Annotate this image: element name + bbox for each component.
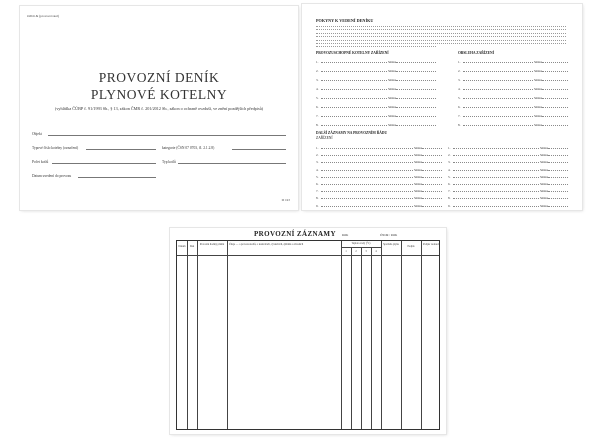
entry-number: 3. (316, 160, 319, 165)
entry-fill-line (453, 170, 539, 171)
field-boiler-type-label: Typ kotlů (162, 160, 176, 164)
section-other-records-heading: DALŠÍ ZÁZNAMY NA PROVOZNÍM ŘÁDU (316, 131, 388, 135)
entry-row (316, 76, 436, 82)
entry-row (448, 173, 568, 179)
entry-number: 9. (316, 203, 319, 208)
entry-number: 2. (316, 153, 319, 158)
entry-fill-line (453, 206, 539, 207)
table-col-divider (381, 241, 382, 429)
document-title-line1: PROVOZNÍ DENÍK (98, 70, 220, 85)
table-col-divider (341, 241, 342, 429)
entry-label: Směna (534, 114, 543, 118)
entry-row (448, 158, 568, 164)
entry-fill-line (321, 170, 413, 171)
entry-number: 2. (316, 69, 319, 73)
entry-row (316, 180, 442, 186)
entry-fill-line (396, 125, 436, 126)
entry-row (458, 94, 568, 100)
entry-number: 6. (458, 105, 461, 109)
field-object (32, 131, 286, 137)
field-type-label: Typové číslo kotelny (označení) (32, 146, 79, 150)
entry-row (448, 180, 568, 186)
entry-row (316, 67, 436, 73)
entry-number: 1. (448, 146, 451, 150)
entry-fill-line (422, 170, 442, 171)
entry-fill-line (463, 98, 533, 99)
entry-label: Směna (534, 87, 543, 91)
entry-fill-line (542, 71, 568, 72)
col-supervisor-header: Podpis vedoucí (423, 243, 439, 246)
entry-number: 7. (316, 114, 319, 118)
entry-fill-line (321, 98, 387, 99)
entry-row (316, 158, 442, 164)
records-title: PROVOZNÍ ZÁZNAMY (254, 230, 336, 238)
temp-subcol-2: 2 (355, 250, 357, 253)
entry-fill-line (453, 148, 539, 149)
entry-row (458, 112, 568, 118)
entry-fill-line (548, 177, 568, 178)
entry-fill-line (396, 107, 436, 108)
document-subtitle: (vyhláška ČÚBP č. 91/1993 Sb., § 13, zákon ČMR č. 201/2012 Sb., zákon o ochraně ovzduší, ve znění pozdějších předpisů) (54, 106, 264, 111)
entry-fill-line (548, 198, 568, 199)
field-boiler-type-line (178, 163, 286, 164)
entry-number: 2. (458, 69, 461, 73)
entry-row (316, 58, 436, 64)
entry-label: Směna (534, 96, 543, 100)
entry-fill-line (321, 71, 387, 72)
entry-fill-line (396, 71, 436, 72)
entry-number: 6. (316, 105, 319, 109)
entry-label: Směna (414, 146, 423, 150)
col-temp-header: Teplota vody (°C) (351, 242, 371, 245)
section-operator-heading: OBSLUHA ZAŘÍZENÍ (458, 51, 495, 55)
entry-label: Směna (540, 146, 549, 150)
entry-number: 4. (316, 87, 319, 91)
entry-number: 4. (316, 167, 319, 172)
entry-label: Směna (414, 167, 423, 172)
entry-row (458, 103, 568, 109)
entry-row (316, 151, 442, 157)
entry-number: 7. (316, 189, 319, 194)
entry-row (458, 67, 568, 73)
entry-fill-line (463, 80, 533, 81)
table-col-divider (187, 241, 188, 429)
paragraph-text-line (316, 40, 566, 41)
entry-fill-line (422, 184, 442, 185)
entry-number: 8. (316, 196, 319, 201)
entry-fill-line (463, 89, 533, 90)
temp-subcol-3: 3 (365, 250, 367, 253)
entry-row (458, 85, 568, 91)
entry-number: 3. (448, 160, 451, 165)
entry-number: 8. (316, 123, 319, 127)
entry-number: 8. (448, 196, 451, 201)
entry-fill-line (321, 107, 387, 108)
field-boiler-count-line (52, 163, 156, 164)
entry-fill-line (422, 162, 442, 163)
entry-label: Směna (388, 69, 397, 73)
entry-fill-line (548, 170, 568, 171)
entry-fill-line (548, 162, 568, 163)
table-col-divider (227, 241, 228, 429)
paragraph-text-line (316, 36, 566, 37)
entry-row (448, 194, 568, 200)
entry-row (316, 85, 436, 91)
entry-number: 9. (448, 203, 451, 208)
entry-fill-line (321, 206, 413, 207)
entry-fill-line (542, 98, 568, 99)
entry-label: Směna (388, 87, 397, 91)
entry-fill-line (396, 80, 436, 81)
entry-row (316, 187, 442, 193)
entry-label: Směna (540, 167, 549, 172)
entry-row (448, 166, 568, 172)
col-gas-header: Spotřeba plynu (383, 243, 399, 246)
entry-fill-line (463, 107, 533, 108)
entry-fill-line (453, 155, 539, 156)
entry-row (458, 76, 568, 82)
entry-fill-line (321, 80, 387, 81)
entry-label: Směna (388, 60, 397, 64)
entry-fill-line (463, 62, 533, 63)
paragraph-text-line (316, 26, 566, 27)
entry-row (316, 94, 436, 100)
entry-fill-line (422, 206, 442, 207)
entry-fill-line (321, 198, 413, 199)
entry-label: Směna (540, 182, 549, 186)
entry-number: 5. (316, 174, 319, 179)
entry-fill-line (453, 162, 539, 163)
entry-label: Směna (388, 105, 397, 109)
col-date-header: Datum (178, 245, 186, 248)
entry-fill-line (548, 184, 568, 185)
entry-label: Směna (534, 123, 543, 127)
field-commission-date-label: Datum uvedení do provozu (32, 174, 72, 178)
temp-subcol-4: 4 (375, 250, 377, 253)
entry-fill-line (422, 191, 442, 192)
entry-number: 5. (316, 96, 319, 100)
entry-number: 7. (448, 189, 451, 194)
entry-fill-line (542, 125, 568, 126)
entry-fill-line (321, 116, 387, 117)
entry-fill-line (321, 162, 413, 163)
entry-row (316, 121, 436, 127)
temp-subcol-1: 1 (345, 250, 347, 253)
paragraph-text-line (316, 29, 566, 30)
document-title-line2: PLYNOVÉ KOTELNY (90, 87, 228, 102)
entry-fill-line (321, 89, 387, 90)
field-type-line (86, 149, 156, 150)
entry-label: Směna (414, 174, 423, 179)
field-boiler-count-label: Počet kotlů (32, 160, 49, 164)
field-category-label: kategorie (ČSN 07 0703, čl. 2.1.2.8) (162, 146, 215, 150)
field-commission-date-line (78, 177, 156, 178)
entry-fill-line (542, 116, 568, 117)
entry-number: 3. (458, 78, 461, 82)
entry-fill-line (422, 177, 442, 178)
entry-row (448, 144, 568, 150)
entry-fill-line (396, 98, 436, 99)
entry-fill-line (321, 184, 413, 185)
entry-number: 3. (316, 78, 319, 82)
publisher-label: Odbit & (provozovatel) (27, 14, 60, 18)
entry-fill-line (422, 155, 442, 156)
entry-number: 6. (448, 182, 451, 186)
entry-fill-line (422, 198, 442, 199)
records-table (176, 240, 440, 430)
section-other-records-sub: ZAŘÍZENÍ (316, 136, 333, 140)
entry-fill-line (396, 116, 436, 117)
entry-number: 4. (458, 87, 461, 91)
field-commission-date (32, 173, 286, 179)
entry-fill-line (453, 198, 539, 199)
entry-fill-line (542, 89, 568, 90)
entry-row (458, 58, 568, 64)
entry-number: 5. (448, 174, 451, 179)
records-year-label: ROK (342, 233, 349, 237)
table-subcol-divider (351, 247, 352, 429)
entry-label: Směna (534, 105, 543, 109)
entry-row (448, 187, 568, 193)
entry-label: Směna (540, 153, 549, 158)
table-subcol-divider (361, 247, 362, 429)
entry-label: Směna (414, 196, 423, 201)
entry-label: Směna (414, 160, 423, 165)
col-day-header: Den (189, 245, 195, 248)
field-category-line (232, 149, 286, 150)
entry-label: Směna (540, 174, 549, 179)
records-page (170, 228, 446, 434)
entry-fill-line (548, 155, 568, 156)
entry-fill-line (453, 191, 539, 192)
entry-label: Směna (414, 189, 423, 194)
entry-row (316, 194, 442, 200)
records-month-label: ÚNOR / ROK (380, 233, 398, 237)
entry-label: Směna (388, 96, 397, 100)
field-type (32, 145, 286, 151)
temp-subheader-line (341, 247, 381, 248)
col-notes-header: Údaje — o provozu kotlů, o kontrolách, výsledcích, zjištění a závadách (229, 243, 304, 246)
entry-label: Směna (414, 203, 423, 208)
entry-number: 8. (458, 123, 461, 127)
entry-label: Směna (534, 69, 543, 73)
entry-number: 1. (316, 60, 319, 64)
entry-number: 4. (448, 167, 451, 172)
entry-label: Směna (534, 78, 543, 82)
entry-number: 6. (316, 182, 319, 186)
col-signature-header: Podpis (407, 245, 415, 248)
field-object-label: Objekt (32, 132, 42, 136)
entry-fill-line (396, 62, 436, 63)
entry-fill-line (463, 116, 533, 117)
entry-label: Směna (414, 153, 423, 158)
entry-label: Směna (540, 203, 549, 208)
entry-row (316, 173, 442, 179)
paragraph-text-line (316, 33, 566, 34)
entry-number: 2. (448, 153, 451, 158)
paragraph-text-line (316, 43, 566, 44)
entry-label: Směna (540, 160, 549, 165)
table-header-separator (177, 255, 439, 256)
entry-fill-line (321, 191, 413, 192)
entry-fill-line (396, 89, 436, 90)
entry-row (448, 151, 568, 157)
entry-row (316, 103, 436, 109)
entry-fill-line (542, 107, 568, 108)
entry-number: 7. (458, 114, 461, 118)
table-col-divider (401, 241, 402, 429)
entry-number: 1. (316, 146, 319, 150)
entry-row (458, 121, 568, 127)
entry-fill-line (542, 80, 568, 81)
entry-fill-line (548, 206, 568, 207)
paragraph-text-line (316, 46, 436, 47)
entry-label: Směna (540, 196, 549, 201)
entry-fill-line (548, 191, 568, 192)
entry-fill-line (548, 148, 568, 149)
entry-label: Směna (388, 123, 397, 127)
table-col-divider (421, 241, 422, 429)
entry-row (316, 202, 442, 208)
entry-fill-line (453, 177, 539, 178)
instructions-page (302, 4, 582, 210)
field-boiler-count (32, 159, 286, 165)
entry-fill-line (321, 125, 387, 126)
entry-fill-line (321, 177, 413, 178)
section-equipment-heading: PROVOZUSCHOPNÉ KOTELNY ZAŘÍZENÍ (316, 51, 389, 55)
entry-label: Směna (414, 182, 423, 186)
cover-page (20, 6, 298, 210)
instructions-heading: POKYNY K VEDENÍ DENÍKU (316, 18, 374, 23)
entry-fill-line (422, 148, 442, 149)
entry-row (316, 144, 442, 150)
entry-row (316, 112, 436, 118)
entry-row (316, 166, 442, 172)
entry-fill-line (321, 155, 413, 156)
entry-number: 1. (458, 60, 461, 64)
table-col-divider (197, 241, 198, 429)
entry-fill-line (321, 62, 387, 63)
entry-label: Směna (388, 114, 397, 118)
entry-fill-line (463, 71, 533, 72)
form-code: M 1R3 (281, 198, 290, 202)
entry-fill-line (453, 184, 539, 185)
col-hours-header: Provozní hodiny plnění (199, 243, 225, 246)
entry-fill-line (321, 148, 413, 149)
field-object-line (48, 135, 286, 136)
table-subcol-divider (371, 247, 372, 429)
entry-number: 5. (458, 96, 461, 100)
entry-row (448, 202, 568, 208)
entry-fill-line (463, 125, 533, 126)
entry-label: Směna (534, 60, 543, 64)
entry-label: Směna (540, 189, 549, 194)
entry-label: Směna (388, 78, 397, 82)
entry-fill-line (542, 62, 568, 63)
